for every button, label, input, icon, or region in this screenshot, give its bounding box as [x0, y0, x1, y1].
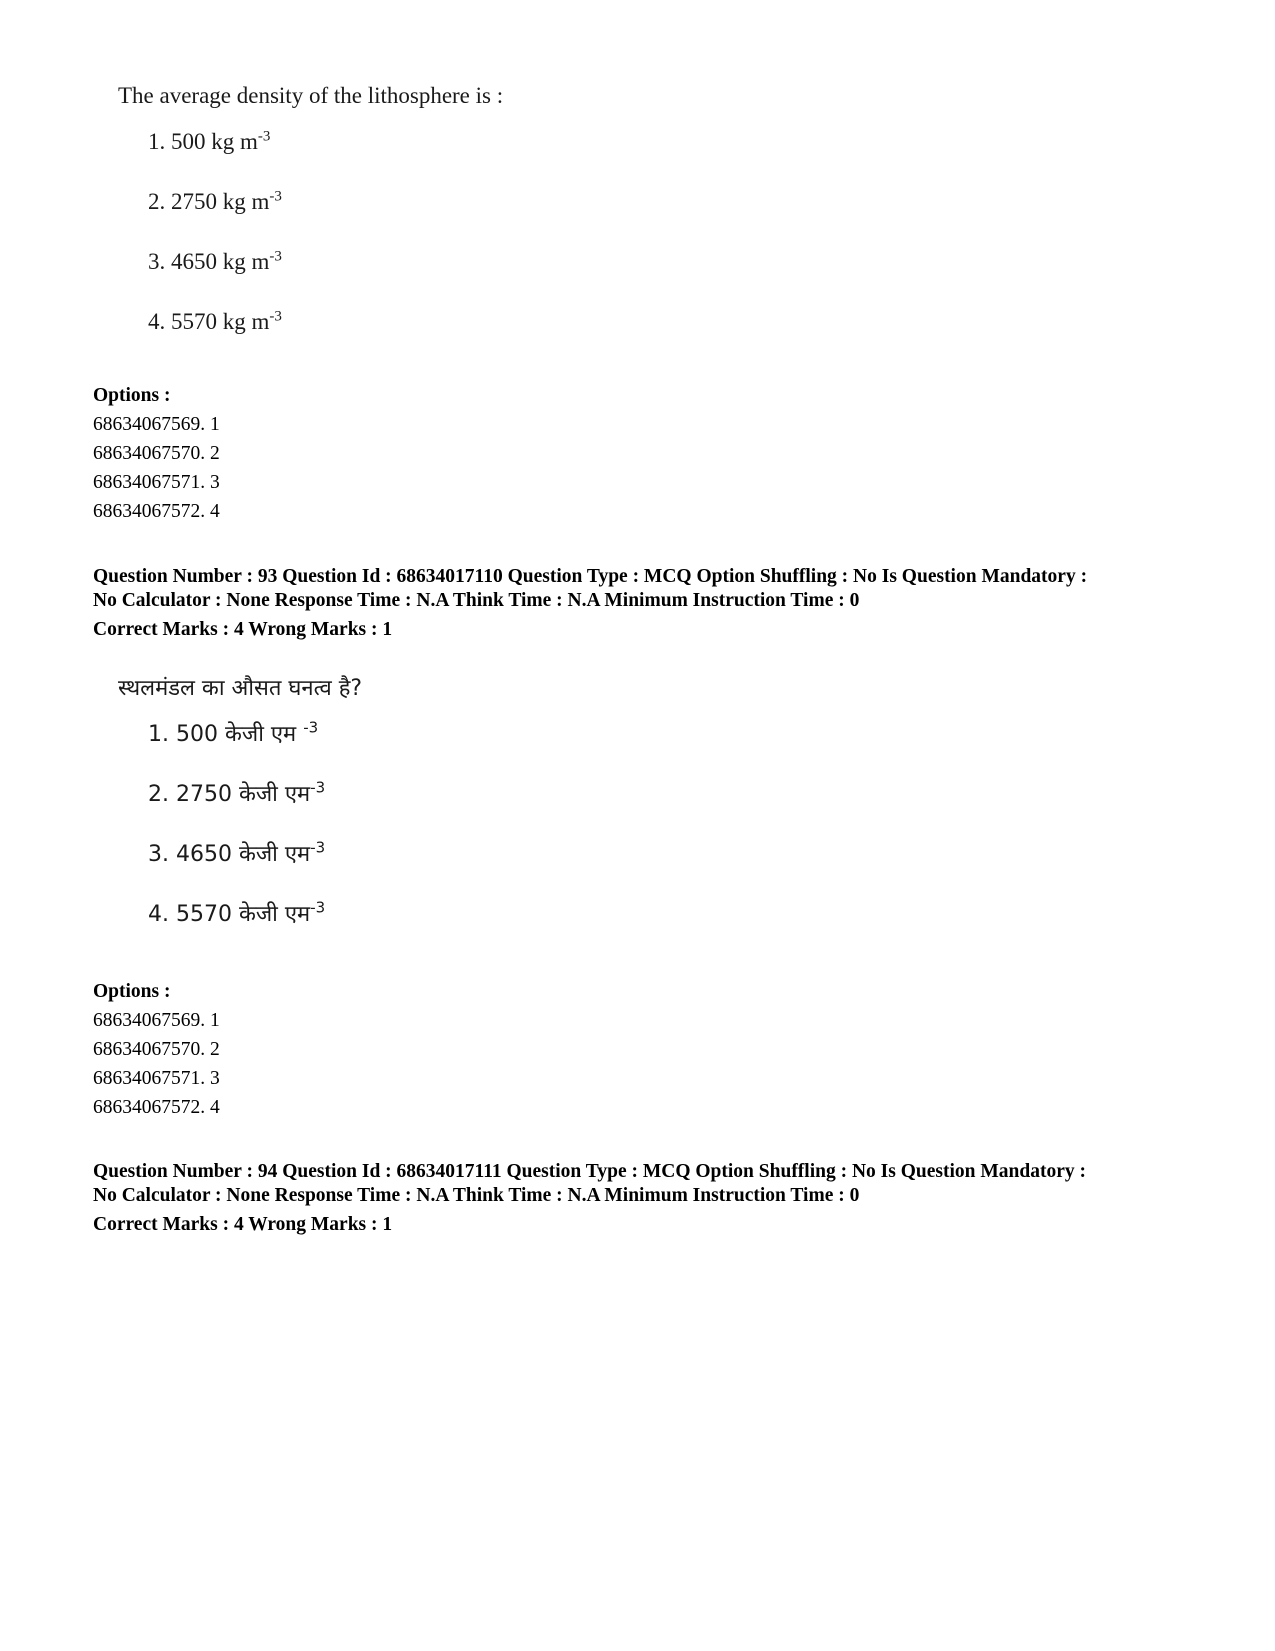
- question-option-list: [118, 715, 362, 955]
- option-label: 4. 5570 kg m: [148, 309, 270, 334]
- question-image-english: [118, 82, 503, 362]
- option-superscript: -3: [269, 188, 282, 205]
- question-option: [148, 182, 503, 242]
- option-label: 1. 500 kg m: [148, 129, 258, 154]
- options-block: [93, 381, 220, 526]
- question-image-hindi: [118, 675, 362, 955]
- option-id-line: 68634067569. 1: [93, 414, 220, 435]
- option-id-line: 68634067572. 4: [93, 501, 220, 522]
- option-id-line: 68634067569. 1: [93, 1010, 220, 1031]
- option-id-line: 68634067571. 3: [93, 1068, 220, 1089]
- question-option-list: [118, 122, 503, 362]
- option-superscript: -3: [269, 308, 282, 325]
- option-label: 4. 5570 केजी एम: [148, 902, 311, 927]
- options-block: [93, 977, 220, 1122]
- option-superscript: -3: [310, 778, 326, 797]
- option-label: 3. 4650 kg m: [148, 249, 270, 274]
- meta-line-2: No Calculator : None Response Time : N.A Think Time : N.A Minimum Instruction Time : 0: [93, 1185, 860, 1206]
- question-text: स्थलमंडल का औसत घनत्व है?: [118, 676, 363, 701]
- question-meta-94: [93, 1160, 1213, 1237]
- meta-line-1: Question Number : 94 Question Id : 68634017111 Question Type : MCQ Option Shuffling : No Is Question Mandatory :: [93, 1161, 1086, 1182]
- question-option: [148, 302, 503, 362]
- option-id-line: 68634067571. 3: [93, 472, 220, 493]
- option-id-line: 68634067572. 4: [93, 1097, 220, 1118]
- meta-line-2: No Calculator : None Response Time : N.A Think Time : N.A Minimum Instruction Time : 0: [93, 590, 860, 611]
- marks-line: Correct Marks : 4 Wrong Marks : 1: [93, 619, 393, 640]
- option-superscript: -3: [310, 838, 326, 857]
- marks-line: Correct Marks : 4 Wrong Marks : 1: [93, 1214, 393, 1235]
- option-superscript: -3: [257, 128, 271, 145]
- options-heading: Options :: [93, 981, 171, 1002]
- meta-line-1: Question Number : 93 Question Id : 68634017110 Question Type : MCQ Option Shuffling : No Is Question Mandatory :: [93, 566, 1088, 587]
- question-option: [148, 775, 362, 835]
- option-id-line: 68634067570. 2: [93, 1039, 220, 1060]
- question-text: The average density of the lithosphere is :: [118, 83, 504, 108]
- option-label: 1. 500 केजी एम: [148, 722, 304, 747]
- option-label: 2. 2750 kg m: [148, 189, 270, 214]
- question-option: [148, 242, 503, 302]
- question-option: [148, 835, 362, 895]
- option-superscript: -3: [310, 898, 326, 917]
- question-option: [148, 122, 503, 182]
- option-id-line: 68634067570. 2: [93, 443, 220, 464]
- question-meta-93: [93, 565, 1213, 642]
- question-option: [148, 715, 362, 775]
- option-label: 3. 4650 केजी एम: [148, 842, 311, 867]
- option-superscript: -3: [303, 718, 319, 737]
- options-heading: Options :: [93, 385, 171, 406]
- question-option: [148, 895, 362, 955]
- option-superscript: -3: [269, 248, 282, 265]
- option-label: 2. 2750 केजी एम: [148, 782, 311, 807]
